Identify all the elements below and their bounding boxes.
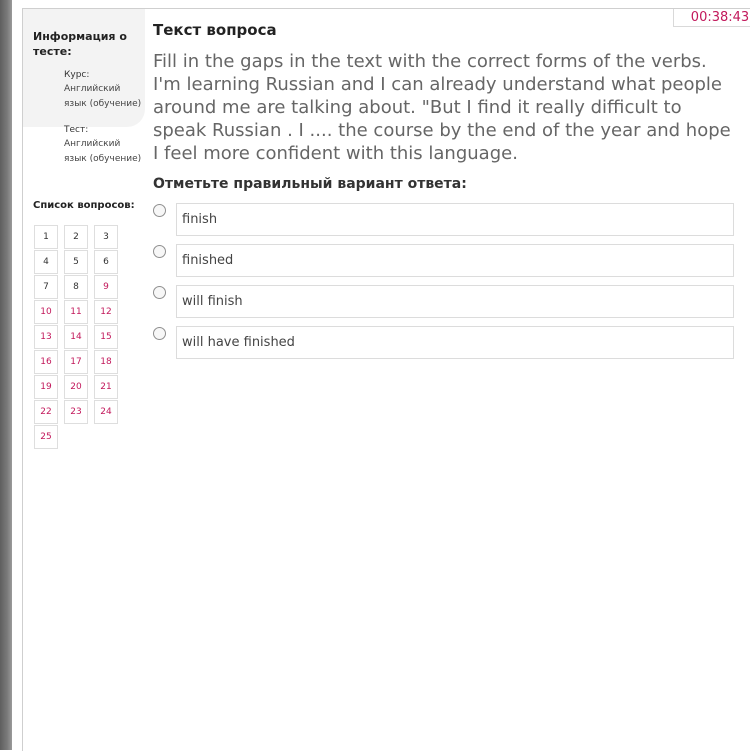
answer-option-box[interactable] — [176, 326, 734, 359]
question-nav-item[interactable]: 23 — [64, 400, 88, 424]
test-frame — [22, 8, 750, 751]
question-nav-item[interactable]: 12 — [94, 300, 118, 324]
question-text: Fill in the gaps in the text with the correct forms of the verbs. I'm learning Russian and I can already understand what people around me are talking about. "But I find it really difficult to speak Russian . I .... the course by the end of the year and hope I feel more confident with this language. — [153, 51, 731, 164]
question-nav-item[interactable]: 8 — [64, 275, 88, 299]
question-nav-item[interactable]: 15 — [94, 325, 118, 349]
question-nav-item[interactable]: 9 — [94, 275, 118, 299]
timer: 00:38:43 — [673, 9, 750, 27]
radio-button[interactable] — [153, 204, 166, 217]
window-left-edge — [0, 0, 12, 750]
question-nav-item[interactable]: 22 — [34, 400, 58, 424]
answer-option-2[interactable] — [153, 244, 735, 277]
course-value: Английский язык (обучение) — [64, 84, 142, 109]
question-nav-item[interactable]: 24 — [94, 400, 118, 424]
question-nav-item[interactable]: 6 — [94, 250, 118, 274]
radio-button[interactable] — [153, 245, 166, 258]
question-nav-item[interactable]: 7 — [34, 275, 58, 299]
question-nav-item[interactable]: 21 — [94, 375, 118, 399]
question-nav-item[interactable]: 10 — [34, 300, 58, 324]
answer-option-label: finished — [182, 253, 234, 268]
answer-option-1[interactable] — [153, 203, 735, 236]
answer-option-label: will have finished — [182, 335, 295, 350]
info-title: Информация о тесте: — [33, 30, 127, 58]
question-nav-item[interactable]: 5 — [64, 250, 88, 274]
answer-option-label: will finish — [182, 294, 243, 309]
test-label: Тест: — [64, 125, 89, 135]
question-navigation-grid — [34, 225, 118, 449]
answer-option-4[interactable] — [153, 326, 735, 359]
question-nav-item[interactable]: 19 — [34, 375, 58, 399]
question-nav-item[interactable]: 14 — [64, 325, 88, 349]
question-nav-item[interactable]: 1 — [34, 225, 58, 249]
answer-option-box[interactable] — [176, 203, 734, 236]
question-nav-item[interactable]: 11 — [64, 300, 88, 324]
answer-option-box[interactable] — [176, 285, 734, 318]
radio-button[interactable] — [153, 327, 166, 340]
question-nav-item[interactable]: 16 — [34, 350, 58, 374]
question-nav-item[interactable]: 18 — [94, 350, 118, 374]
radio-button[interactable] — [153, 286, 166, 299]
question-nav-item[interactable]: 2 — [64, 225, 88, 249]
question-nav-item[interactable]: 25 — [34, 425, 58, 449]
answer-option-label: finish — [182, 212, 218, 227]
question-nav-item[interactable]: 3 — [94, 225, 118, 249]
question-title: Текст вопроса — [153, 21, 277, 39]
question-nav-item[interactable]: 13 — [34, 325, 58, 349]
answer-option-box[interactable] — [176, 244, 734, 277]
question-nav-item[interactable]: 4 — [34, 250, 58, 274]
answer-prompt: Отметьте правильный вариант ответа: — [153, 176, 467, 192]
question-nav-item[interactable]: 17 — [64, 350, 88, 374]
question-nav-item[interactable]: 20 — [64, 375, 88, 399]
test-value: Английский язык (обучение) — [64, 139, 142, 164]
course-label: Курс: — [64, 70, 90, 80]
question-list-title: Список вопросов: — [33, 200, 135, 211]
answer-option-3[interactable] — [153, 285, 735, 318]
